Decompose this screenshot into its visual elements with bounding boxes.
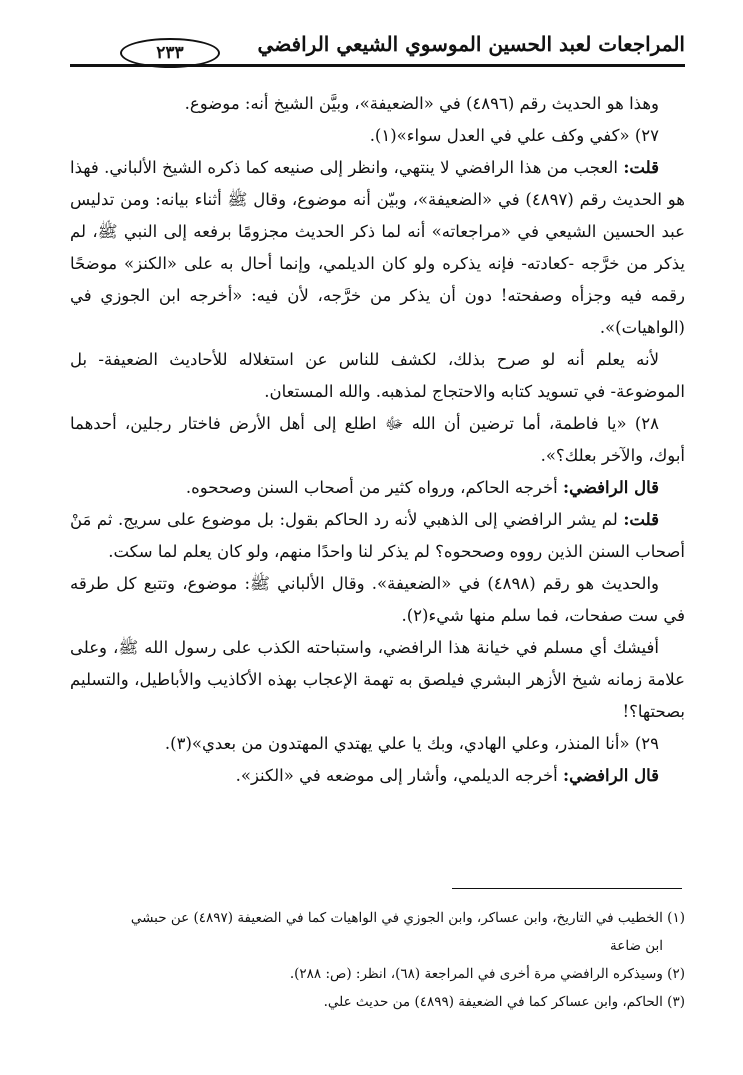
paragraph [70,88,685,120]
page-number-badge: ٢٣٣ [120,38,220,68]
page-header [70,30,685,66]
footnote: (٣) الحاكم، وابن عساكر كما في الضعيفة (٤٨٩٩) من حديث علي. [323,994,685,1010]
paragraph-text: لأنه يعلم أنه لو صرح بذلك، لكشف للناس عن استغلاله للأحاديث الضعيفة- بل الموضوعة- في تسويد كتابه والاحتجاج لمذهبه. والله المستعان. [70,350,685,401]
footnote-separator [452,888,682,889]
running-title: المراجعات لعبد الحسين الموسوي الشيعي الرافضي [257,32,685,56]
paragraph [70,152,685,344]
footnote: (١) الخطيب في التاريخ، وابن عساكر، وابن الجوزي في الواهيات كما في الضعيفة (٤٨٩٧) عن حبشي [130,910,685,926]
paragraph-lead: قلت: [623,158,659,177]
paragraph-text: أخرجه الحاكم، ورواه كثير من أصحاب السنن وصححوه. [185,478,563,497]
paragraph [70,728,685,760]
paragraph-lead: قلت: [623,510,659,529]
paragraph-text: أفيشك أي مسلم في خيانة هذا الرافضي، واستباحته الكذب على رسول الله ﷺ، وعلى علامة زمانه شيخ الأزهر البشري فيلصق به تهمة الإعجاب بهذه الأكاذيب والأباطيل، والتسليم بصحتها؟! [70,638,685,721]
paragraph-text: ٢٩) «أنا المنذر، وعلي الهادي، وبك يا علي يهتدي المهتدون من بعدي»(٣). [164,734,659,753]
paragraph [70,568,685,632]
paragraph-text: ٢٨) «يا فاطمة، أما ترضين أن الله ﷻ اطلع إلى أهل الأرض فاختار رجلين، أحدهما أبوك، والآخر بعلك؟». [70,414,685,465]
paragraph [70,504,685,568]
main-text [70,88,685,792]
paragraph [70,472,685,504]
paragraph [70,760,685,792]
paragraph-text: أخرجه الديلمي، وأشار إلى موضعه في «الكنز». [235,766,563,785]
paragraph [70,408,685,472]
header-rule [70,64,685,67]
paragraph-text: وهذا هو الحديث رقم (٤٨٩٦) في «الضعيفة»، وبيَّن الشيخ أنه: موضوع. [184,94,659,113]
paragraph [70,344,685,408]
paragraph [70,120,685,152]
footnotes [70,904,685,1016]
footnote-continuation: ابن ضاعة [610,938,663,954]
paragraph-text: لم يشر الرافضي إلى الذهبي لأنه رد الحاكم بقول: بل موضوع على سريج. ثم مَنْ أصحاب السنن الذين رووه وصححوه؟ لم يذكر لنا واحدًا منهم، ولو كان يعلم لما سكت. [70,510,685,561]
paragraph-text: العجب من هذا الرافضي لا ينتهي، وانظر إلى صنيعه كما ذكره الشيخ الألباني. فهذا هو الحديث رقم (٤٨٩٧) في «الضعيفة»، وبيّن أنه موضوع، وقال ﷺ أثناء بيانه: ومن تدليس عبد الحسين الشيعي في «مراجعاته» أنه لما ذكر الحديث مجزومًا برفعه إلى النبي ﷺ، لم يذكر من خرَّجه -كعادته- فإنه يذكره ولو كان الديلمي، وإنما أحال به على «الكنز» موضحًا رقمه فيه وجزأه وصفحته! دون أن يذكر من خرَّجه، لأن فيه: «أخرجه ابن الجوزي في (الواهيات)». [70,158,686,337]
paragraph-text: والحديث هو رقم (٤٨٩٨) في «الضعيفة». وقال الألباني ﷺ: موضوع، وتتبع كل طرقه في ست صفحات، فما سلم منها شيء(٢). [70,574,685,625]
paragraph-lead: قال الرافضي: [563,478,659,497]
footnote: (٢) وسيذكره الرافضي مرة أخرى في المراجعة (٦٨)، انظر: (ص: ٢٨٨). [289,966,685,982]
paragraph-lead: قال الرافضي: [563,766,659,785]
paragraph [70,632,685,728]
paragraph-text: ٢٧) «كفي وكف علي في العدل سواء»(١). [369,126,659,145]
